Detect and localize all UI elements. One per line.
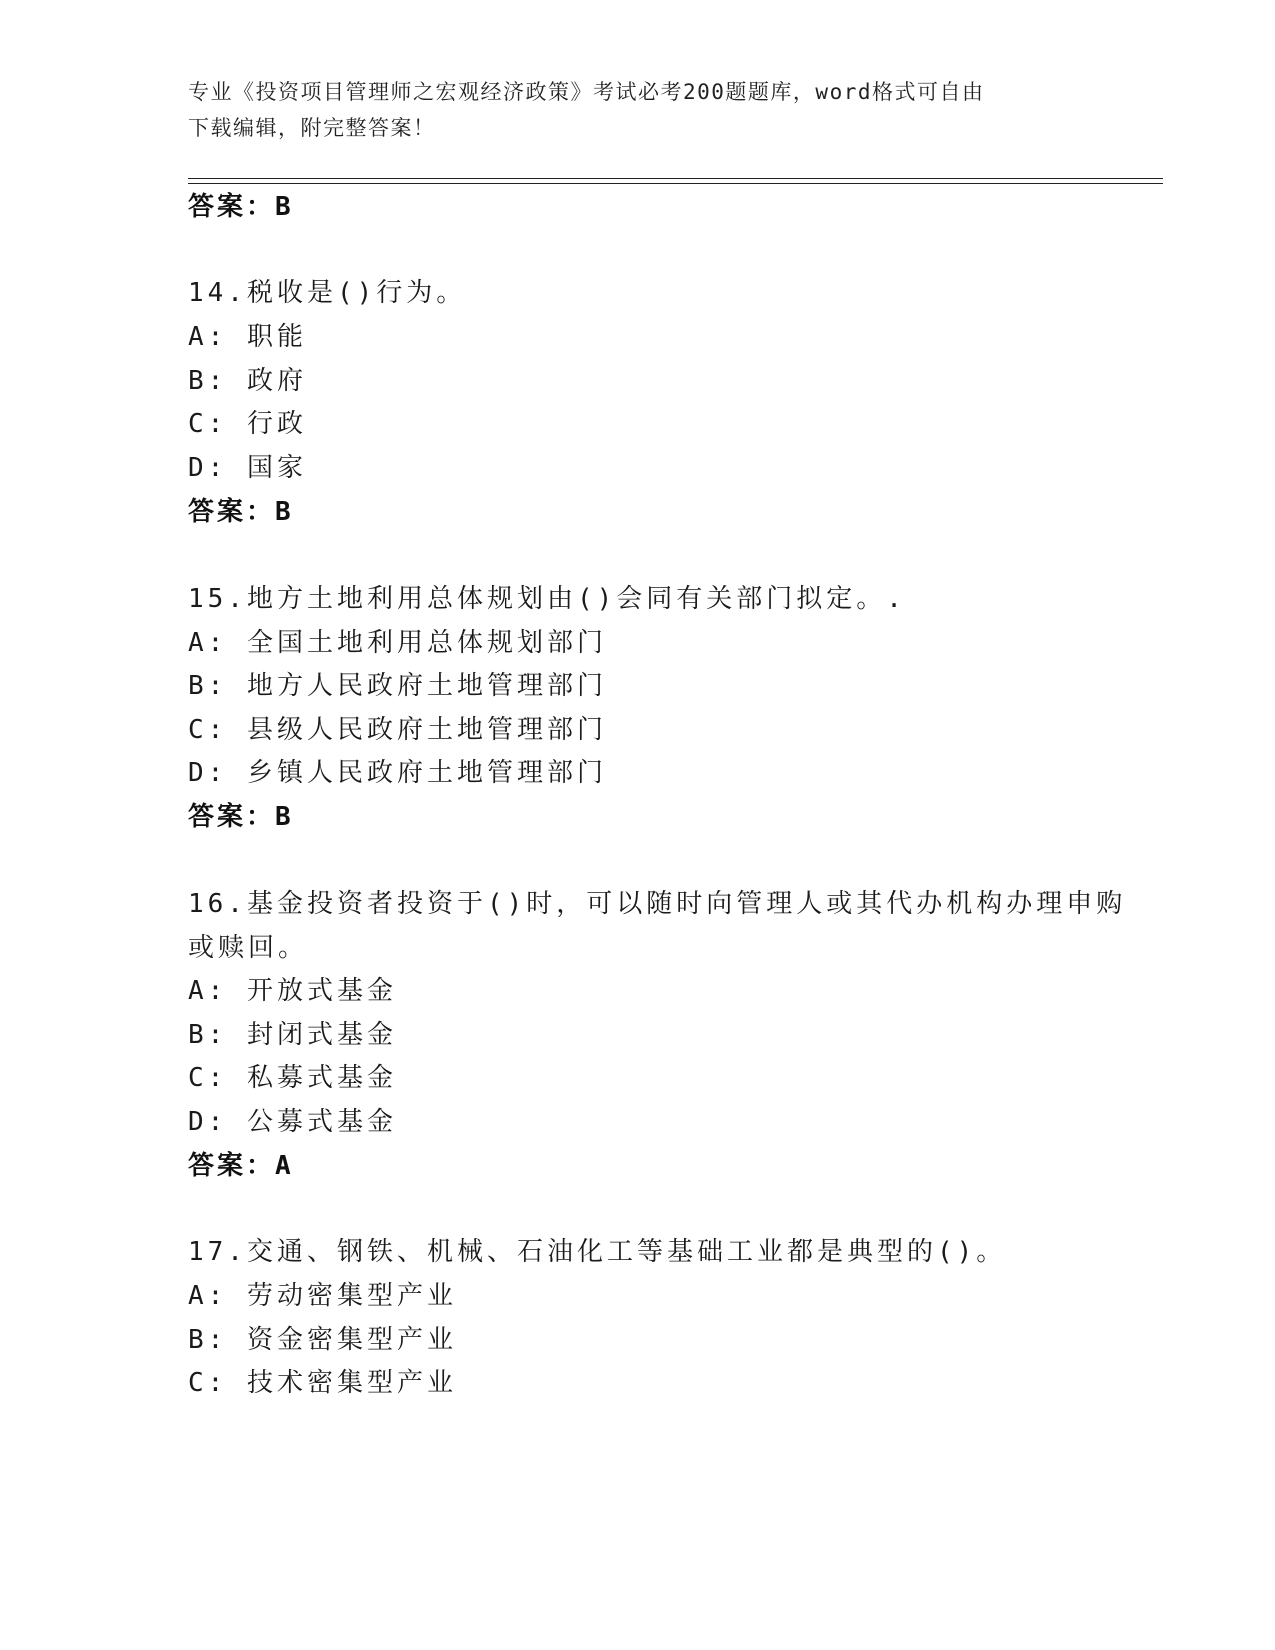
question-16-option-a: A: 开放式基金 — [188, 976, 397, 1006]
question-16-option-b: B: 封闭式基金 — [188, 1020, 397, 1050]
document-header — [188, 74, 1068, 146]
question-17-stem: 17.交通、钢铁、机械、石油化工等基础工业都是典型的()。 — [188, 1237, 1007, 1267]
question-16-option-d: D: 公募式基金 — [188, 1107, 397, 1137]
question-15-option-b: B: 地方人民政府土地管理部门 — [188, 671, 607, 701]
question-14-answer: 答案：B — [188, 497, 294, 527]
question-15-option-d: D: 乡镇人民政府土地管理部门 — [188, 758, 607, 788]
question-16-answer: 答案：A — [188, 1151, 294, 1181]
question-17-option-a: A: 劳动密集型产业 — [188, 1281, 457, 1311]
question-14-option-a: A: 职能 — [188, 322, 307, 352]
question-15-option-c: C: 县级人民政府土地管理部门 — [188, 715, 607, 745]
question-15-answer: 答案：B — [188, 802, 294, 832]
question-14-stem: 14.税收是()行为。 — [188, 278, 467, 308]
question-14-option-d: D: 国家 — [188, 453, 307, 483]
question-16-stem: 16.基金投资者投资于()时，可以随时向管理人或其代办机构办理申购 — [188, 889, 1127, 919]
header-rule-bottom — [188, 183, 1163, 184]
question-15-stem: 15.地方土地利用总体规划由()会同有关部门拟定。. — [188, 584, 906, 614]
question-17-option-b: B: 资金密集型产业 — [188, 1325, 457, 1355]
header-rule-top — [188, 178, 1163, 179]
question-17-option-c: C: 技术密集型产业 — [188, 1368, 457, 1398]
question-14-option-b: B: 政府 — [188, 366, 307, 396]
previous-answer: 答案：B — [188, 192, 294, 222]
question-15-option-a: A: 全国土地利用总体规划部门 — [188, 628, 607, 658]
header-line-1: 专业《投资项目管理师之宏观经济政策》考试必考200题题库，word格式可自由 — [188, 80, 985, 104]
question-14-option-c: C: 行政 — [188, 409, 307, 439]
question-16-stem-continued: 或赎回。 — [188, 933, 309, 963]
document-page — [188, 0, 1188, 1650]
question-16-option-c: C: 私募式基金 — [188, 1063, 397, 1093]
header-line-2: 下载编辑，附完整答案！ — [188, 116, 436, 140]
